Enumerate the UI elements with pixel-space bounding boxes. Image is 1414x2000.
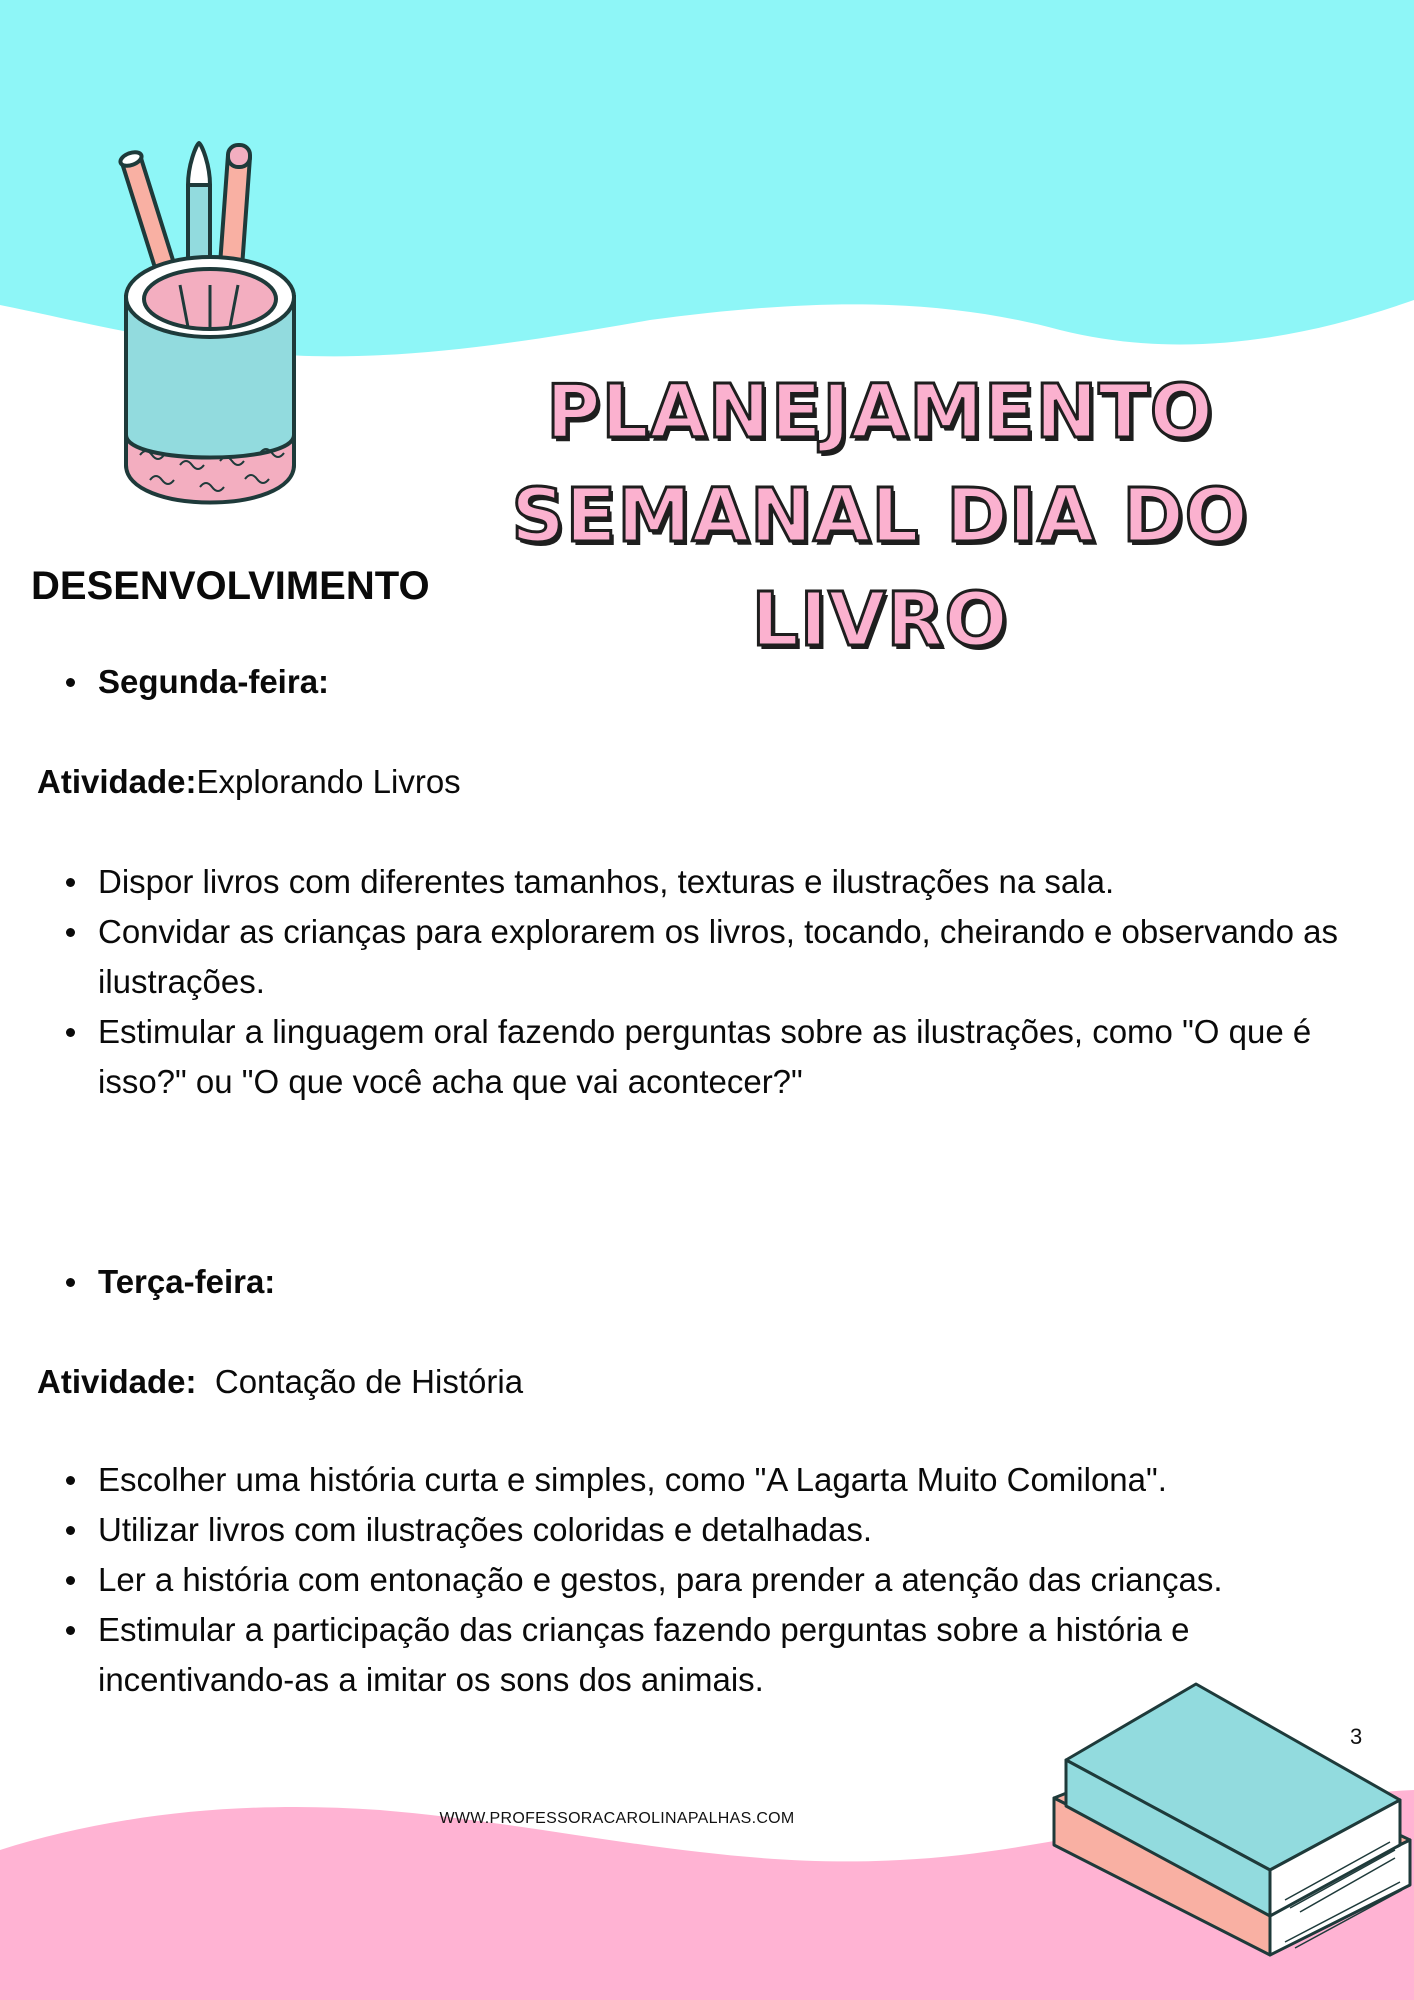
list-item: Estimular a linguagem oral fazendo perguntas sobre as ilustrações, como "O que é isso?" ou "O que você acha que vai acontecer?" <box>58 1007 1388 1107</box>
list-item: Utilizar livros com ilustrações coloridas e detalhadas. <box>58 1505 1388 1555</box>
tuesday-day-label: Terça-feira: <box>58 1257 1388 1307</box>
tuesday-day-list <box>58 1257 1388 1307</box>
tuesday-activity <box>37 1357 523 1407</box>
monday-activity-label: Atividade: <box>37 763 197 800</box>
tuesday-activity-label: Atividade: <box>37 1363 197 1400</box>
footer-website: WWW.PROFESSORACAROLINAPALHAS.COM <box>439 1810 795 1827</box>
title-line-2: SEMANAL DIA DO LIVRO <box>511 473 1249 663</box>
monday-item-list <box>58 857 1388 1107</box>
list-item: Dispor livros com diferentes tamanhos, texturas e ilustrações na sala. <box>58 857 1388 907</box>
tuesday-activity-name: Contação de História <box>214 1363 524 1400</box>
monday-day-label: Segunda-feira: <box>58 657 1388 707</box>
title-line-1: PLANEJAMENTO <box>546 369 1214 455</box>
monday-day-list <box>58 657 1388 707</box>
page-title <box>380 360 1380 672</box>
section-heading: DESENVOLVIMENTO <box>31 564 430 608</box>
monday-activity <box>37 757 461 807</box>
list-item: Ler a história com entonação e gestos, para prender a atenção das crianças. <box>58 1555 1388 1605</box>
list-item: Convidar as crianças para explorarem os livros, tocando, cheirando e observando as ilustrações. <box>58 907 1388 1007</box>
pencil-cup-illustration <box>110 135 310 525</box>
list-item: Estimular a participação das crianças fazendo perguntas sobre a história e incentivando-as a imitar os sons dos animais. <box>58 1605 1388 1705</box>
list-item: Escolher uma história curta e simples, como "A Lagarta Muito Comilona". <box>58 1455 1388 1505</box>
monday-activity-name: Explorando Livros <box>196 763 461 800</box>
page-number: 3 <box>1350 1724 1363 1749</box>
tuesday-item-list <box>58 1455 1388 1705</box>
